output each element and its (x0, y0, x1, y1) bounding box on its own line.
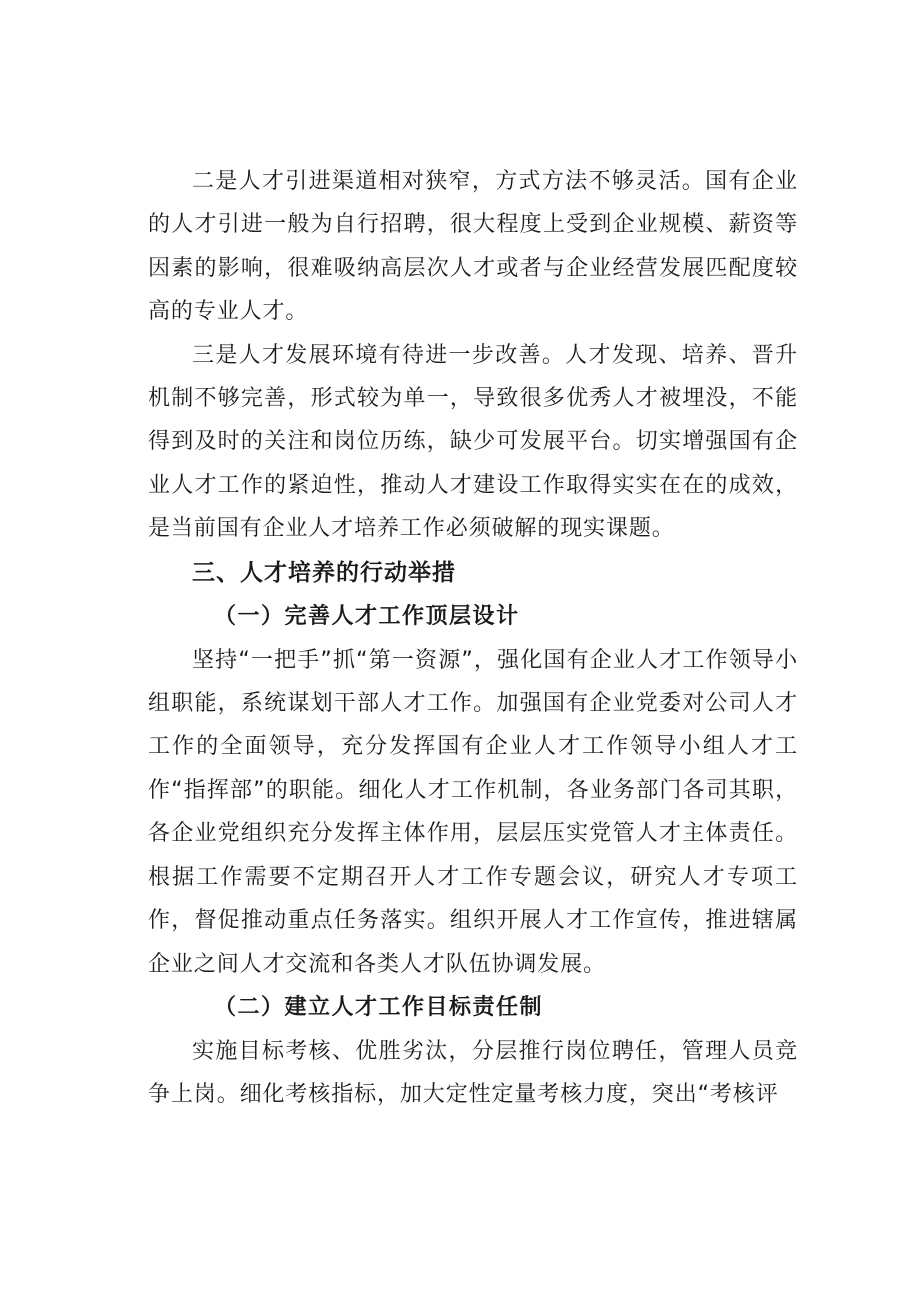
subsection-body-2: 实施目标考核、优胜劣汰，分层推行岗位聘任，管理人员竞争上岗。细化考核指标，加大定性定量考核力度，突出“考核评 (148, 1038, 798, 1108)
document-body (148, 160, 798, 1117)
section-heading: 三、人才培养的行动举措 (192, 559, 456, 586)
subsection-body-1: 坚持“一把手”抓“第一资源”，强化国有企业人才工作领导小组职能，系统谋划干部人才工作。加强国有企业党委对公司人才工作的全面领导，充分发挥国有企业人才工作领导小组人才工作“指挥部”的职能。细化人才工作机制，各业务部门各司其职，各企业党组织充分发挥主体作用，层层压实党管人才主体责任。根据工作需要不定期召开人才工作专题会议，研究人才专项工作，督促推动重点任务落实。组织开展人才工作宣传，推进辖属企业之间人才交流和各类人才队伍协调发展。 (148, 647, 798, 977)
paragraph-talent-environment: 三是人才发展环境有待进一步改善。人才发现、培养、晋升机制不够完善，形式较为单一，导致很多优秀人才被埋没，不能得到及时的关注和岗位历练，缺少可发展平台。切实增强国有企业人才工作的紧迫性，推动人才建设工作取得实实在在的成效，是当前国有企业人才培养工作必须破解的现实课题。 (148, 342, 798, 542)
subsection-heading-2: （二）建立人才工作目标责任制 (214, 994, 544, 1020)
paragraph-talent-introduction: 二是人才引进渠道相对狭窄，方式方法不够灵活。国有企业的人才引进一般为自行招聘，很大程度上受到企业规模、薪资等因素的影响，很难吸纳高层次人才或者与企业经营发展匹配度较高的专业人才。 (148, 169, 798, 325)
subsection-heading-1: （一）完善人才工作顶层设计 (214, 603, 520, 629)
